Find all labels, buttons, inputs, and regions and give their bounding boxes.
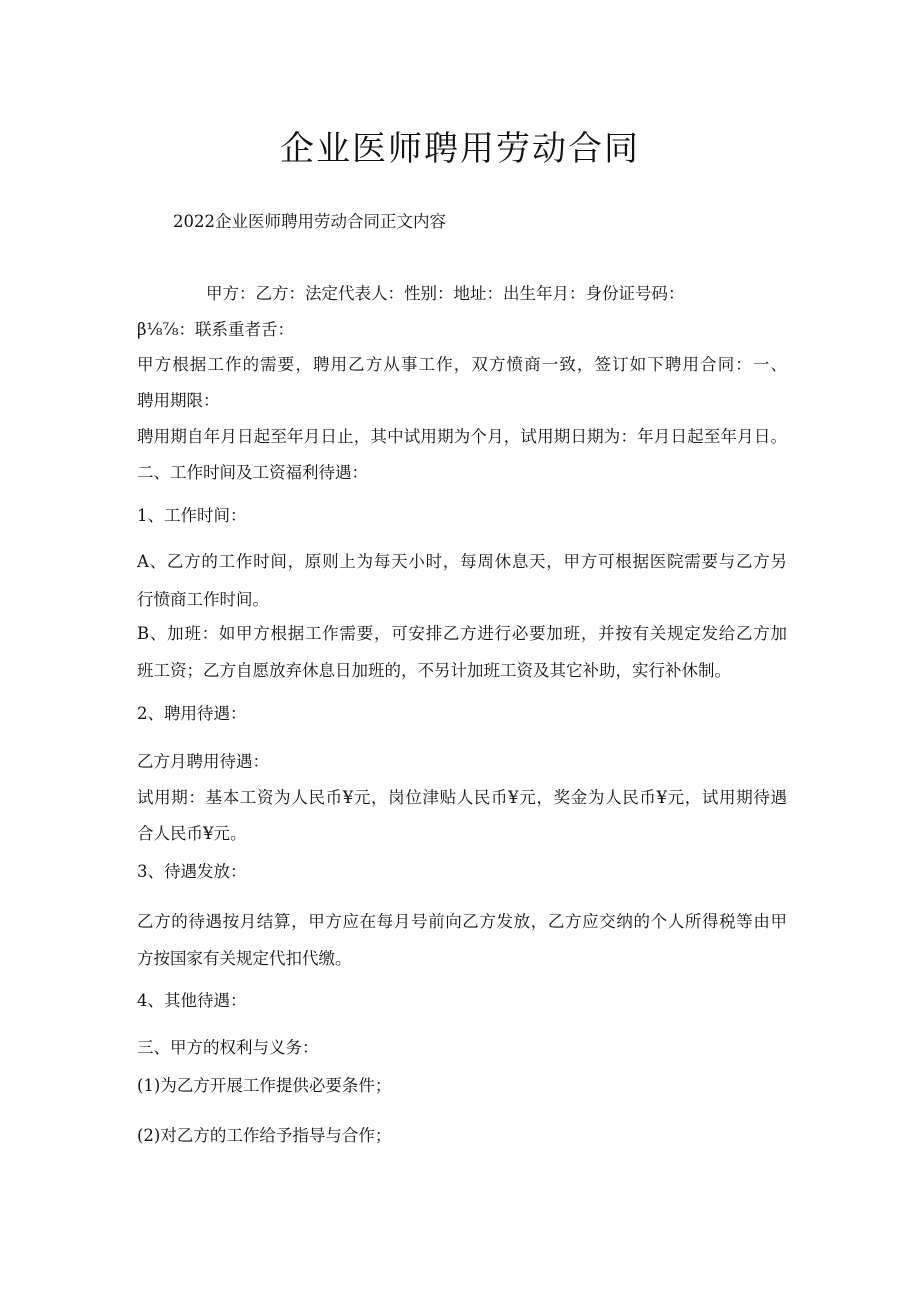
list-item: (2)对乙方的工作给予指导与合作；: [137, 1126, 392, 1145]
paragraph-line: 合人民币¥元。: [137, 824, 247, 843]
subsection-heading: 2、聘用待遇：: [137, 704, 247, 723]
paragraph-line: 聘用期自年月日起至年月日止，其中试用期为个月，试用期日期为：年月日起至年月日。: [137, 427, 787, 446]
list-item: (1)为乙方开展工作提供必要条件；: [137, 1076, 392, 1095]
paragraph-line: 试用期：基本工资为人民币¥元，岗位津贴人民币¥元，奖金为人民币¥元，试用期待遇: [137, 788, 787, 807]
document-subtitle: 2022企业医师聘用劳动合同正文内容: [173, 212, 446, 231]
paragraph-line: 乙方月聘用待遇：: [137, 752, 269, 771]
paragraph-line: 方按国家有关规定代扣代缴。: [137, 949, 352, 968]
paragraph-line: 班工资；乙方自愿放弃休息日加班的，不另计加班工资及其它补助，实行补休制。: [137, 661, 731, 680]
subsection-heading: 3、待遇发放：: [137, 862, 247, 881]
section-heading: 二、工作时间及工资福利待遇：: [137, 463, 368, 482]
contact-line: β⅛⅞：联系重者舌：: [137, 320, 295, 339]
paragraph-line: 甲方根据工作的需要，聘用乙方从事工作，双方愤商一致，签订如下聘用合同：一、: [137, 355, 787, 374]
party-info-line: 甲方：乙方：法定代表人：性别：地址：出生年月：身份证号码：: [206, 284, 685, 303]
paragraph-line: B、加班：如甲方根据工作需要，可安排乙方进行必要加班，并按有关规定发给乙方加: [137, 624, 787, 643]
subsection-heading: 4、其他待遇：: [137, 991, 247, 1010]
paragraph-line: 行愤商工作时间。: [137, 590, 269, 609]
subsection-heading: 1、工作时间：: [137, 506, 247, 525]
document-title: 企业医师聘用劳动合同: [280, 129, 640, 169]
section-heading: 三、甲方的权利与义务：: [137, 1038, 319, 1057]
paragraph-line: 乙方的待遇按月结算，甲方应在每月号前向乙方发放，乙方应交纳的个人所得税等由甲: [137, 912, 787, 931]
paragraph-line: 聘用期限：: [137, 391, 220, 410]
paragraph-line: A、乙方的工作时间，原则上为每天小时，每周休息天，甲方可根据医院需要与乙方另: [137, 552, 787, 571]
